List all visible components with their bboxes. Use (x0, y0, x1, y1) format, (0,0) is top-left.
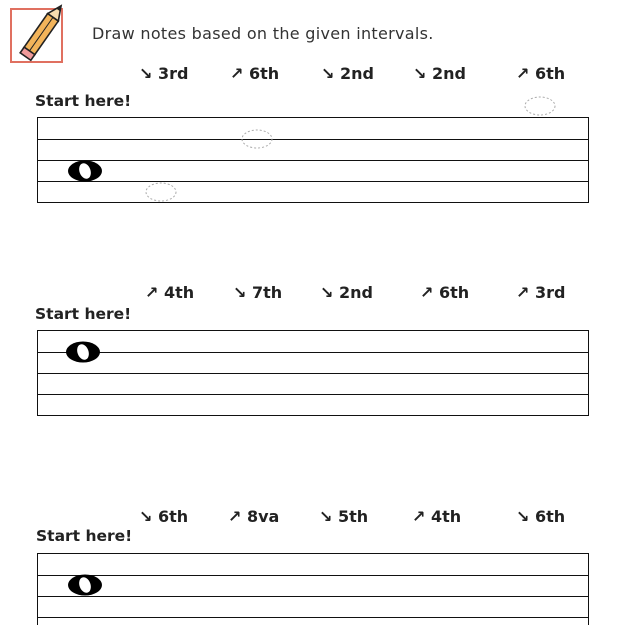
staff-line (38, 373, 588, 374)
interval-label: ↗ 4th (145, 283, 195, 302)
staff-line (38, 139, 588, 140)
arrow-down-right-icon: ↘ (320, 283, 334, 302)
staff-line (38, 160, 588, 161)
arrow-down-right-icon: ↘ (516, 507, 530, 526)
interval-label: ↗ 6th (230, 64, 280, 83)
interval-label: ↗ 6th (516, 64, 566, 83)
interval-label: ↘ 6th (516, 507, 566, 526)
interval-label: ↘ 7th (233, 283, 283, 302)
instruction-text: Draw notes based on the given intervals. (92, 24, 434, 43)
note-placeholder[interactable] (523, 95, 557, 117)
arrow-down-right-icon: ↘ (139, 64, 153, 83)
music-staff (37, 330, 589, 416)
arrow-down-right-icon: ↘ (139, 507, 153, 526)
interval-row-1 (0, 64, 641, 86)
note-placeholder[interactable] (240, 128, 274, 150)
interval-label: ↗ 8va (228, 507, 280, 526)
interval-label: ↗ 6th (420, 283, 470, 302)
note-placeholder[interactable] (144, 181, 178, 203)
interval-label: ↘ 3rd (139, 64, 189, 83)
staff-line (38, 394, 588, 395)
arrow-up-right-icon: ↗ (145, 283, 159, 302)
arrow-up-right-icon: ↗ (228, 507, 242, 526)
arrow-up-right-icon: ↗ (516, 283, 530, 302)
interval-label: ↗ 3rd (516, 283, 566, 302)
start-here-label: Start here! (35, 305, 132, 323)
arrow-down-right-icon: ↘ (319, 507, 333, 526)
interval-label: ↘ 2nd (413, 64, 466, 83)
arrow-up-right-icon: ↗ (420, 283, 434, 302)
pencil-icon (10, 8, 62, 63)
start-here-label: Start here! (35, 92, 132, 110)
arrow-up-right-icon: ↗ (516, 64, 530, 83)
start-here-label: Start here! (36, 527, 133, 545)
whole-note (64, 340, 102, 364)
whole-note (66, 159, 104, 183)
staff-line (38, 575, 588, 576)
music-staff (37, 553, 589, 625)
interval-row-2 (0, 283, 641, 305)
arrow-down-right-icon: ↘ (233, 283, 247, 302)
staff-line (38, 352, 588, 353)
arrow-up-right-icon: ↗ (230, 64, 244, 83)
interval-label: ↘ 6th (139, 507, 189, 526)
arrow-down-right-icon: ↘ (413, 64, 427, 83)
staff-line (38, 617, 588, 618)
staff-line (38, 596, 588, 597)
music-staff (37, 117, 589, 203)
staff-line (38, 181, 588, 182)
whole-note (66, 573, 104, 597)
arrow-down-right-icon: ↘ (321, 64, 335, 83)
interval-label: ↘ 5th (319, 507, 369, 526)
interval-label: ↗ 4th (412, 507, 462, 526)
interval-row-3 (0, 507, 641, 529)
arrow-up-right-icon: ↗ (412, 507, 426, 526)
interval-label: ↘ 2nd (321, 64, 374, 83)
interval-label: ↘ 2nd (320, 283, 373, 302)
